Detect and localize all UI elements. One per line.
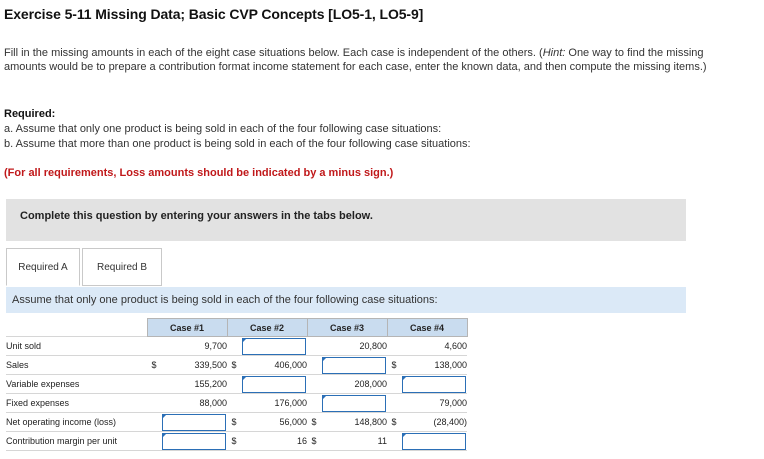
header-case-2: Case #2 (227, 319, 307, 337)
table-row (6, 413, 467, 432)
answer-input[interactable] (322, 395, 386, 412)
header-blank (6, 319, 147, 337)
banner-text: Complete this question by entering your answers in the tabs below. (20, 210, 373, 222)
answer-cell (401, 375, 467, 394)
page-title: Exercise 5-11 Missing Data; Basic CVP Concepts [LO5-1, LO5-9] (4, 6, 424, 22)
given-value: 155,200 (161, 375, 227, 394)
header-case-3: Case #3 (307, 319, 387, 337)
given-value: (28,400) (401, 413, 467, 432)
given-value: 208,000 (321, 375, 387, 394)
hint-label: Hint: (542, 47, 566, 59)
tab-required-a-label: Required A (18, 261, 68, 273)
instruction-text: Assume that only one product is being sold in each of the four following case situations: (12, 294, 438, 306)
table-row (6, 375, 467, 394)
currency-symbol (387, 375, 401, 394)
currency-symbol (147, 394, 161, 413)
currency-symbol: $ (307, 413, 321, 432)
cvp-table (6, 318, 468, 451)
answer-input[interactable] (402, 376, 466, 393)
table-row (6, 356, 467, 375)
given-value: 339,500 (161, 356, 227, 375)
currency-symbol (387, 394, 401, 413)
given-value: 16 (241, 432, 307, 451)
currency-symbol: $ (387, 413, 401, 432)
row-label: Sales (6, 356, 147, 375)
intro-text-end: One way to find the missing amounts would be to prepare a contribution format income statement for each case, enter the known data, and then compute the missing items.) (4, 47, 707, 73)
currency-symbol (307, 394, 321, 413)
currency-symbol (227, 394, 241, 413)
currency-symbol (307, 356, 321, 375)
answer-input[interactable] (162, 433, 226, 450)
given-value: 406,000 (241, 356, 307, 375)
answer-input[interactable] (162, 414, 226, 431)
currency-symbol (147, 337, 161, 356)
currency-symbol (147, 413, 161, 432)
given-value: 9,700 (161, 337, 227, 356)
table-body (6, 337, 467, 451)
currency-symbol (227, 337, 241, 356)
table-row (6, 394, 467, 413)
currency-symbol: $ (387, 356, 401, 375)
table-header-row (6, 319, 467, 337)
currency-symbol (387, 337, 401, 356)
answer-cell (241, 337, 307, 356)
given-value: 11 (321, 432, 387, 451)
answer-cell (401, 432, 467, 451)
instruction-band (6, 287, 686, 313)
header-case-4: Case #4 (387, 319, 467, 337)
given-value: 79,000 (401, 394, 467, 413)
given-value: 176,000 (241, 394, 307, 413)
required-heading: Required: (4, 108, 56, 120)
given-value: 56,000 (241, 413, 307, 432)
answer-input[interactable] (242, 338, 306, 355)
answer-input[interactable] (242, 376, 306, 393)
header-case-1: Case #1 (147, 319, 227, 337)
currency-symbol: $ (147, 356, 161, 375)
table-row (6, 432, 467, 451)
tab-required-b-label: Required B (96, 261, 148, 273)
currency-symbol (227, 375, 241, 394)
currency-symbol (147, 375, 161, 394)
given-value: 138,000 (401, 356, 467, 375)
row-label: Unit sold (6, 337, 147, 356)
table-row (6, 337, 467, 356)
required-b-text: b. Assume that more than one product is being sold in each of the four following case situations: (4, 138, 471, 150)
required-a-text: a. Assume that only one product is being sold in each of the four following case situations: (4, 123, 442, 135)
currency-symbol (147, 432, 161, 451)
tab-required-b[interactable] (82, 248, 162, 286)
currency-symbol: $ (307, 432, 321, 451)
given-value: 20,800 (321, 337, 387, 356)
given-value: 88,000 (161, 394, 227, 413)
given-value: 148,800 (321, 413, 387, 432)
currency-symbol (307, 375, 321, 394)
row-label: Fixed expenses (6, 394, 147, 413)
loss-sign-note: (For all requirements, Loss amounts should be indicated by a minus sign.) (4, 167, 394, 179)
answer-cell (241, 375, 307, 394)
complete-question-banner (6, 199, 686, 241)
currency-symbol: $ (227, 413, 241, 432)
instructions-paragraph (4, 46, 744, 74)
answer-input[interactable] (402, 433, 466, 450)
answer-cell (161, 432, 227, 451)
answer-cell (321, 356, 387, 375)
currency-symbol: $ (227, 356, 241, 375)
given-value: 4,600 (401, 337, 467, 356)
currency-symbol: $ (227, 432, 241, 451)
tab-required-a[interactable] (6, 248, 80, 286)
answer-cell (161, 413, 227, 432)
answer-input[interactable] (322, 357, 386, 374)
intro-text-start: Fill in the missing amounts in each of the eight case situations below. Each case is independent of the others. ( (4, 47, 543, 59)
row-label: Contribution margin per unit (6, 432, 147, 451)
row-label: Net operating income (loss) (6, 413, 147, 432)
currency-symbol (307, 337, 321, 356)
row-label: Variable expenses (6, 375, 147, 394)
answer-cell (321, 394, 387, 413)
currency-symbol (387, 432, 401, 451)
